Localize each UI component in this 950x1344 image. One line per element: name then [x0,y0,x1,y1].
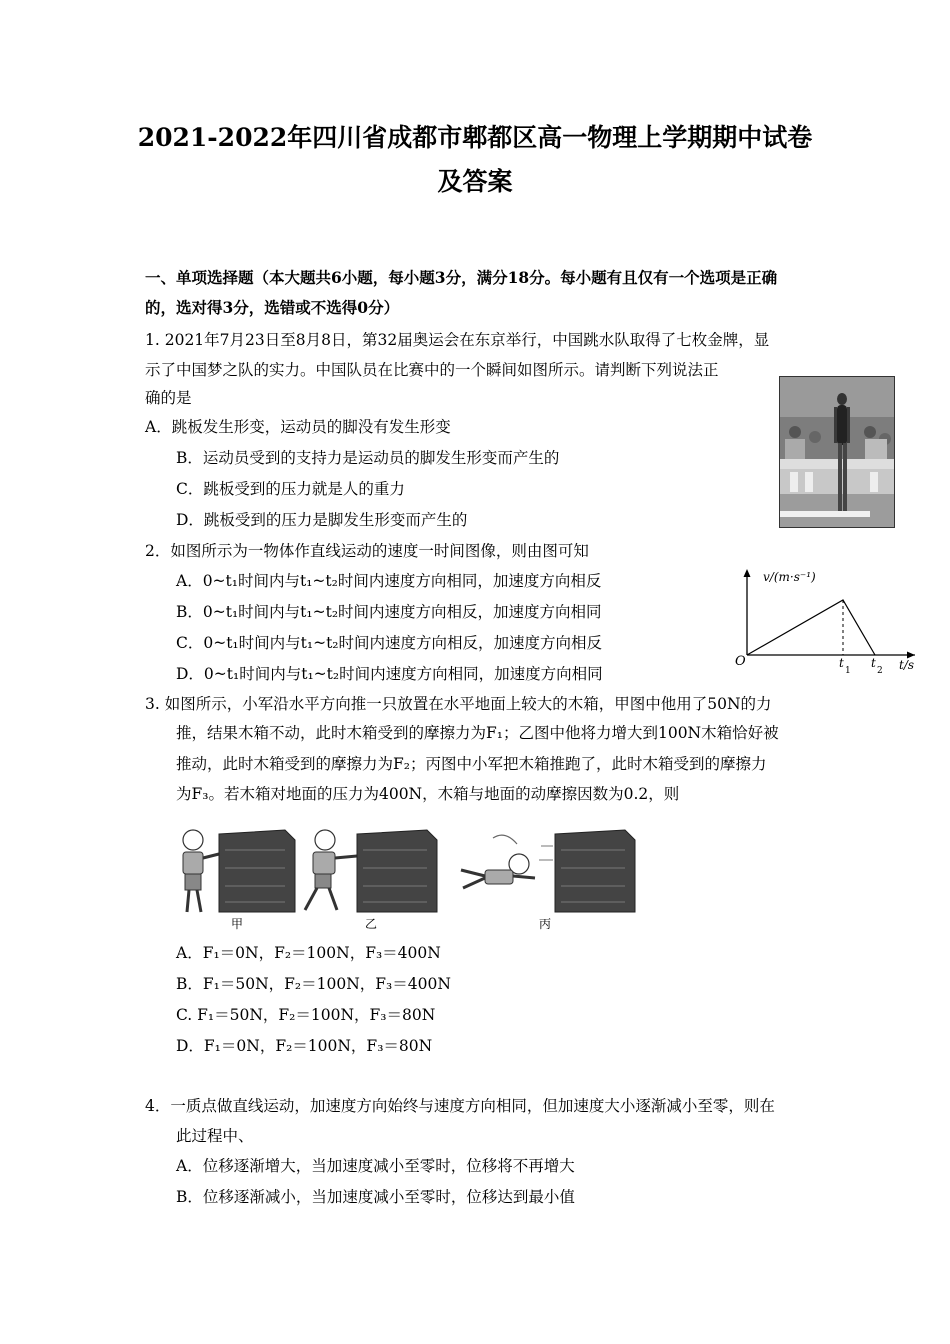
q3-option-b: B．F₁＝50N，F₂＝100N，F₃＝400N [176,975,451,993]
q3-stem-line2: 推，结果木箱不动，此时木箱受到的摩擦力为F₁；乙图中他将力增大到100N木箱恰好被 [176,724,779,742]
q3-option-c: C. F₁＝50N，F₂＝100N，F₃＝80N [176,1006,436,1024]
q1-option-c: C．跳板受到的压力就是人的重力 [176,480,405,498]
q3-stem-line3: 推动，此时木箱受到的摩擦力为F₂；丙图中小军把木箱推跑了，此时木箱受到的摩擦力 [176,755,767,773]
section-heading-line2: 的，选对得3分，选错或不选得0分） [145,298,400,317]
label-bing: 丙 [539,917,552,931]
t1-label: t [839,656,844,670]
panel-jia [183,830,295,931]
t1-subscript: 1 [845,666,851,676]
y-axis-arrow [744,569,751,577]
page-title-line2: 及答案 [437,167,513,196]
q3-stem-line1: 3. 如图所示，小军沿水平方向推一只放置在水平地面上较大的木箱，甲图中他用了50N的力 [145,695,772,713]
q1-stem-line2: 示了中国梦之队的实力。中国队员在比赛中的一个瞬间如图所示。请判断下列说法正 [145,361,719,379]
q1-option-b: B．运动员受到的支持力是运动员的脚发生形变而产生的 [176,449,560,467]
q2-option-b: B．0~t₁时间内与t₁~t₂时间内速度方向相反，加速度方向相同 [176,603,602,621]
q3-stem-line4: 为F₃。若木箱对地面的压力为400N，木箱与地面的动摩擦因数为0.2，则 [176,785,680,803]
t2-subscript: 2 [877,666,883,676]
q2-stem: 2．如图所示为一物体作直线运动的速度一时间图像，则由图可知 [145,542,589,560]
q4-option-a: A．位移逐渐增大，当加速度减小至零时，位移将不再增大 [176,1157,575,1175]
q1-option-a: A．跳板发生形变，运动员的脚没有发生形变 [145,418,451,436]
q4-stem-line2: 此过程中、 [176,1127,254,1145]
q1-stem-line1: 1. 2021年7月23日至8月8日，第32届奥运会在东京举行，中国跳水队取得了七枚金牌，显 [145,331,770,349]
q3-option-a: A．F₁＝0N，F₂＝100N，F₃＝400N [176,944,441,962]
q2-option-c: C．0~t₁时间内与t₁~t₂时间内速度方向相反，加速度方向相反 [176,634,603,652]
panel-bing [461,830,635,931]
x-axis-label: t/s [899,658,915,672]
q2-option-a: A．0~t₁时间内与t₁~t₂时间内速度方向相同，加速度方向相反 [176,572,602,590]
q3-option-d: D．F₁＝0N，F₂＝100N，F₃＝80N [176,1037,433,1055]
label-jia: 甲 [231,917,244,931]
q2-option-d: D．0~t₁时间内与t₁~t₂时间内速度方向相同，加速度方向相同 [176,665,603,683]
diver-photo [779,376,895,528]
velocity-time-graph [735,565,920,680]
pushing-box-illustration [175,820,645,935]
page-title-line1: 2021-2022年四川省成都市郫都区高一物理上学期期中试卷 [137,123,813,152]
origin-label: O [735,654,746,669]
q1-stem-line3: 确的是 [145,389,192,407]
y-axis-label: v/(m·s⁻¹) [763,570,816,584]
q4-stem-line1: 4．一质点做直线运动，加速度方向始终与速度方向相同，但加速度大小逐渐减小至零，则在 [145,1097,775,1115]
t2-label: t [871,656,876,670]
velocity-line [747,600,875,655]
section-heading-line1: 一、单项选择题（本大题共6小题，每小题3分，满分18分。每小题有且仅有一个选项是正确 [145,268,778,287]
q4-option-b: B．位移逐渐减小，当加速度减小至零时，位移达到最小值 [176,1188,575,1206]
panel-yi [305,830,437,931]
q1-option-d: D．跳板受到的压力是脚发生形变而产生的 [176,511,468,529]
label-yi: 乙 [365,917,378,931]
